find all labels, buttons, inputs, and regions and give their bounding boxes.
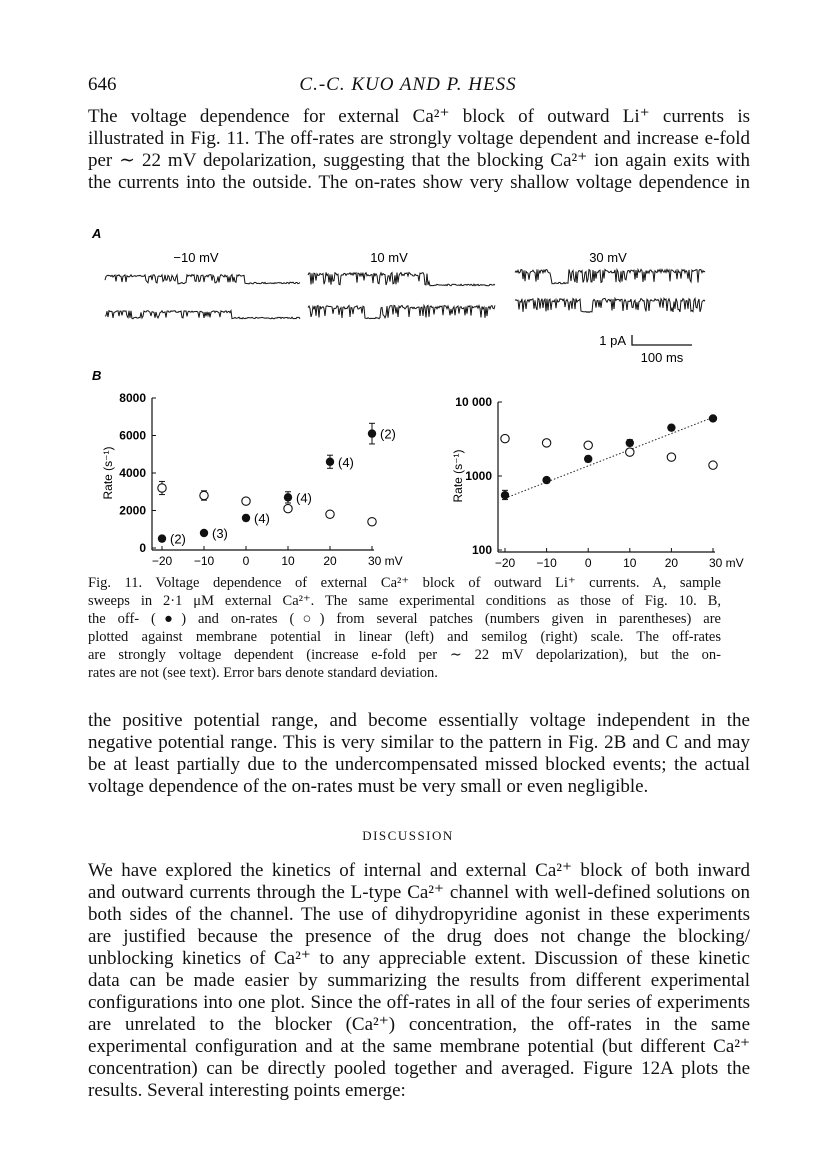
scale-current-label: 1 pA [599,333,626,348]
on-rate-point [626,448,634,456]
caption-line: are strongly voltage dependent (increase e-fold per ∼ 22 mV depolarization), but the on- [88,647,721,663]
scale-bar [632,335,692,345]
on-rate-point [709,461,717,469]
y-tick-label: 0 [139,541,146,555]
on-rate-point [501,434,509,442]
y-tick-label: 2000 [119,503,146,518]
trace-label-10: 10 mV [370,250,408,265]
running-title: C.-C. KUO AND P. HESS [299,74,517,95]
text-line: data can be made easier by summarizing the results from different experimental [88,970,750,991]
text-line: the positive potential range, and become essentially voltage independent in the [88,710,750,731]
text-line: are unrelated to the blocker (Ca²⁺) concentration, the off-rates in the same [88,1014,750,1035]
off-rate-point [158,534,166,542]
x-tick-label: −20 [151,554,173,568]
off-rate-point [626,439,634,447]
x-tick-label: 0 [242,554,250,568]
caption-line: the off- (●) and on-rates (○) from several patches (numbers given in parentheses) are [88,611,721,627]
trace-neg10-bottom [105,311,300,319]
text-line: the currents into the outside. The on-rates show very shallow voltage dependence in [88,172,750,193]
paragraph-1 [88,106,750,194]
x-tick-label: −10 [193,554,215,568]
paragraph-2 [88,710,750,798]
figure-caption [88,574,721,682]
y-axis-label: Rate (s⁻¹) [101,446,115,500]
off-rate-point [667,423,675,431]
off-rate-point [326,458,334,466]
chart-linear [101,391,403,568]
x-tick-label: 20 [323,554,337,568]
chart-semilog [451,395,744,570]
text-line: unblocking kinetics of Ca²⁺ to any appreciable extent. Discussion of these kinetic [88,948,750,969]
x-tick-label: 0 [584,556,592,570]
trace-30-top [515,269,705,283]
off-rate-point [542,476,550,484]
single-channel-traces [105,269,705,318]
y-axis-label: Rate (s⁻¹) [451,449,465,503]
on-rate-point [542,439,550,447]
y-tick-label: 10 000 [455,395,492,409]
on-rate-point [200,491,208,499]
y-tick-label: 1000 [465,469,492,483]
x-tick-label: 20 [664,556,679,570]
x-tick-label: 10 [281,554,295,568]
text-line: be at least partially due to the undercompensated missed blocked events; the actual [88,754,750,775]
x-tick-label: 10 [623,556,637,570]
trace-label-neg10: −10 mV [173,250,219,265]
fit-line [505,417,713,498]
off-rate-point [368,429,376,437]
n-label: (2) [380,426,396,442]
text-line: The voltage dependence for external Ca²⁺ block of outward Li⁺ currents is [88,106,750,127]
n-label: (4) [296,490,312,506]
x-tick-label: −10 [536,556,557,570]
trace-neg10-top [105,275,300,284]
on-rate-point [368,518,376,526]
trace-10-top [308,272,495,285]
text-line: voltage dependence of the on-rates must be very small or even negligible. [88,776,649,797]
text-line: concentration) can be directly pooled together and averaged. Figure 12A plots the [88,1058,750,1079]
text-line: experimental configuration and at the same membrane potential (but different Ca²⁺ [88,1036,750,1057]
text-line: both sides of the channel. The use of dihydropyridine agonist in these experiments [88,904,750,925]
trace-label-30: 30 mV [589,250,627,265]
y-tick-label: 6000 [119,428,146,443]
x-tick-label: −20 [494,556,516,570]
text-line: We have explored the kinetics of internal and external Ca²⁺ block of both inward [88,860,750,881]
trace-30-bottom [515,298,705,312]
on-rate-point [242,497,250,505]
y-tick-label: 8000 [119,391,146,405]
panel-b-label: B [92,368,102,383]
caption-line: Fig. 11. Voltage dependence of external Ca²⁺ block of outward Li⁺ currents. A, sample [88,575,721,591]
text-line: are justified because the presence of the drug does not change the blocking/ [88,926,750,947]
page-number: 646 [88,74,117,95]
off-rate-point [284,493,292,501]
paragraph-3 [88,860,750,1102]
x-tick-label: 30 mV [368,554,403,568]
text-line: results. Several interesting points emerge: [88,1080,406,1101]
on-rate-point [667,453,675,461]
caption-line: sweeps in 2·1 μM external Ca²⁺. The same experimental conditions as those of Fig. 10. B, [88,593,721,609]
off-rate-point [584,455,592,463]
off-rate-point [501,491,509,499]
off-rate-point [709,414,717,422]
caption-line: plotted against membrane potential in linear (left) and semilog (right) scale. The off-rates [88,629,721,645]
on-rate-point [284,504,292,512]
n-label: (4) [254,511,270,526]
off-rate-point [242,514,250,522]
n-label: (2) [170,531,186,547]
on-rate-point [584,441,592,449]
caption-line: rates are not (see text). Error bars denote standard deviation. [88,665,438,681]
n-label: (4) [338,454,354,470]
text-line: illustrated in Fig. 11. The off-rates are strongly voltage dependent and increase e-fold [88,128,750,149]
section-heading: DISCUSSION [362,828,454,843]
text-line: per ∼ 22 mV depolarization, suggesting that the blocking Ca²⁺ ion again exits with [88,150,750,171]
off-rate-point [200,529,208,537]
trace-10-bottom [308,305,495,318]
x-tick-label: 30 mV [709,556,744,570]
on-rate-point [326,510,334,518]
scale-time-label: 100 ms [640,350,684,365]
n-label: (3) [212,526,228,541]
y-tick-label: 4000 [119,466,146,480]
text-line: configurations into one plot. Since the off-rates in all of the four series of experiments [88,992,750,1013]
panel-a-label: A [92,226,102,241]
text-line: negative potential range. This is very similar to the pattern in Fig. 2B and C and may [88,732,750,753]
on-rate-point [158,484,166,492]
y-tick-label: 100 [471,543,492,557]
text-line: and outward currents through the L-type Ca²⁺ channel with well-defined solutions on [88,882,750,903]
